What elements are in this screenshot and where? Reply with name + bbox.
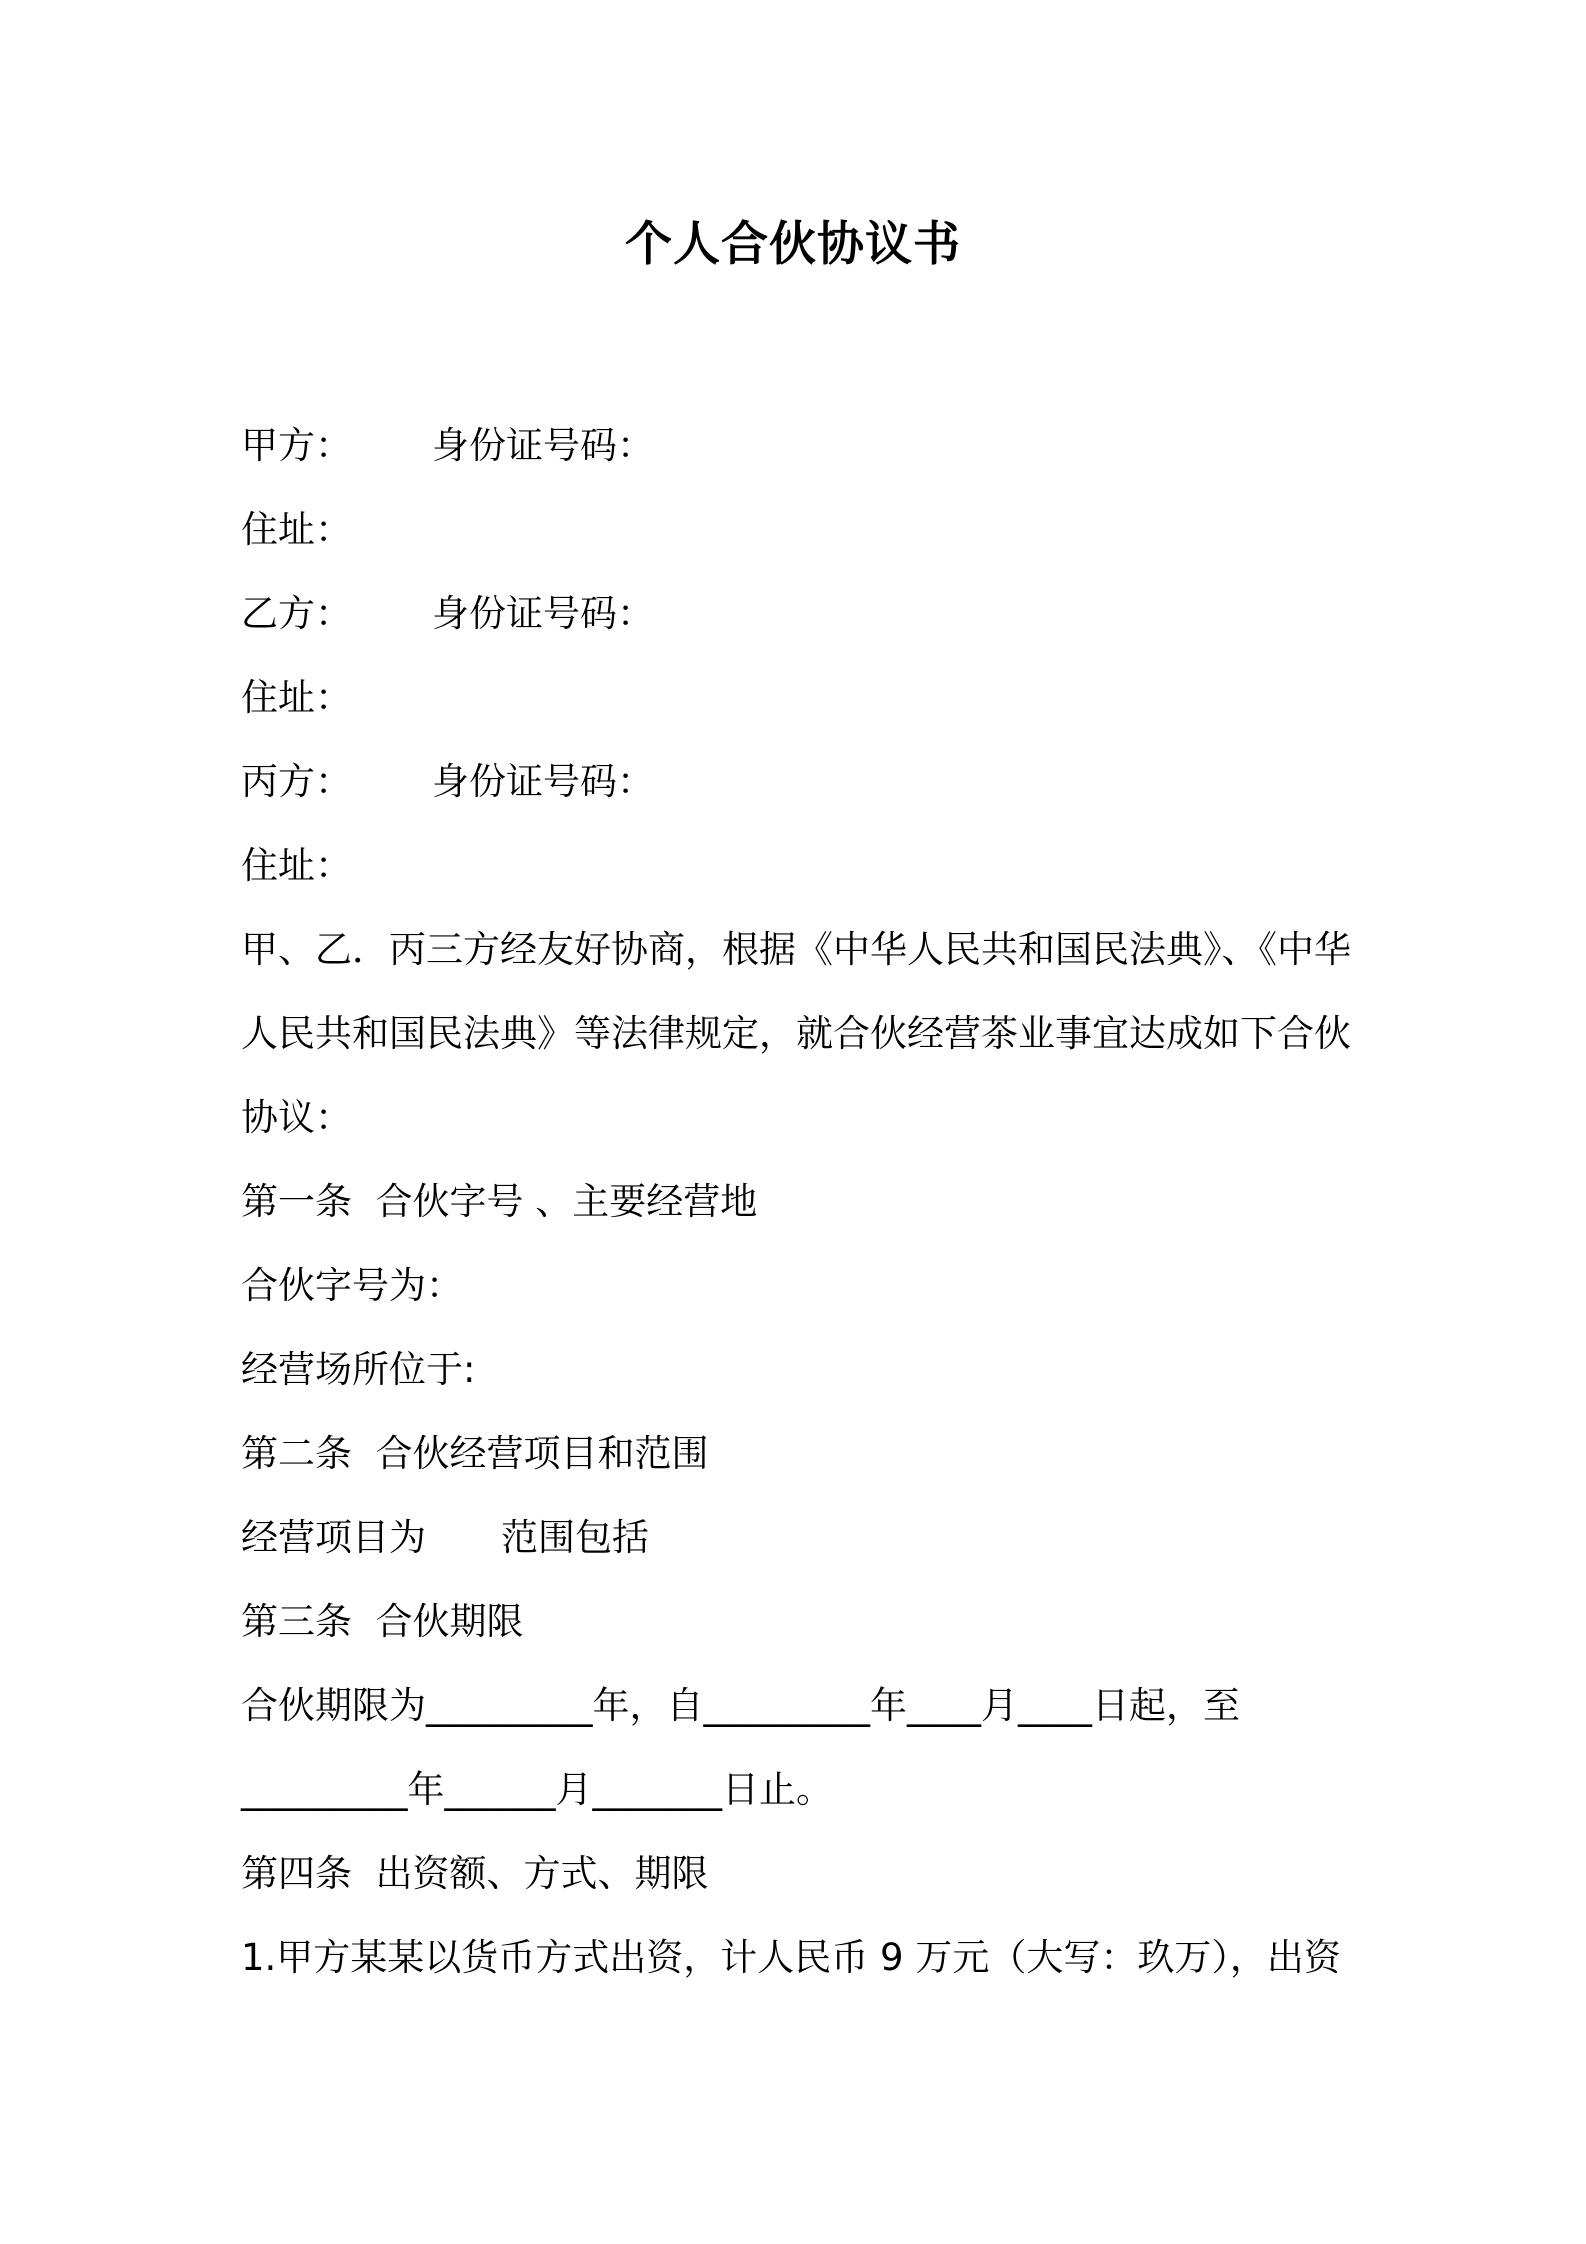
article-2-title: 第二条 合伙经营项目和范围	[241, 1432, 709, 1475]
party-a-line	[241, 404, 1361, 488]
party-b-label: 乙方：	[241, 592, 352, 635]
document-body	[241, 404, 1361, 2000]
article-2-scope: 范围包括	[501, 1516, 649, 1559]
article-4-item-1: 1.甲方某某以货币方式出资，计人民币 9 万元（大写：玖万），出资	[241, 1936, 1341, 1979]
article-1-name: 合伙字号为：	[241, 1264, 463, 1307]
article-2-content	[241, 1496, 1361, 1580]
article-3-line-1: 合伙期限为_________年，自_________年____月____日起，至	[241, 1684, 1240, 1727]
party-c-label: 丙方：	[241, 760, 352, 803]
party-c-line	[241, 740, 1361, 824]
party-a-label: 甲方：	[241, 424, 352, 467]
party-c-id-label: 身份证号码：	[432, 760, 654, 803]
article-1-place: 经营场所位于:	[241, 1348, 476, 1391]
intro-paragraph: 甲、乙．丙三方经友好协商，根据《中华人民共和国民法典》、《中华人民共和国民法典》等法律规定，就合伙经营茶业事宜达成如下合伙协议：	[241, 928, 1351, 1139]
article-3-line-2: _________年______月_______日止。	[241, 1768, 833, 1811]
article-3-title: 第三条 合伙期限	[241, 1600, 524, 1643]
article-4-title: 第四条 出资额、方式、期限	[241, 1852, 709, 1895]
party-a-id-label: 身份证号码：	[432, 424, 654, 467]
article-1-title: 第一条 合伙字号 、主要经营地	[241, 1180, 758, 1223]
party-a-address: 住址：	[241, 508, 352, 551]
party-c-address: 住址：	[241, 844, 352, 887]
party-b-address: 住址：	[241, 676, 352, 719]
article-2-item: 经营项目为	[241, 1516, 426, 1559]
party-b-id-label: 身份证号码：	[432, 592, 654, 635]
document-title: 个人合伙协议书	[625, 217, 961, 272]
party-b-line	[241, 572, 1361, 656]
